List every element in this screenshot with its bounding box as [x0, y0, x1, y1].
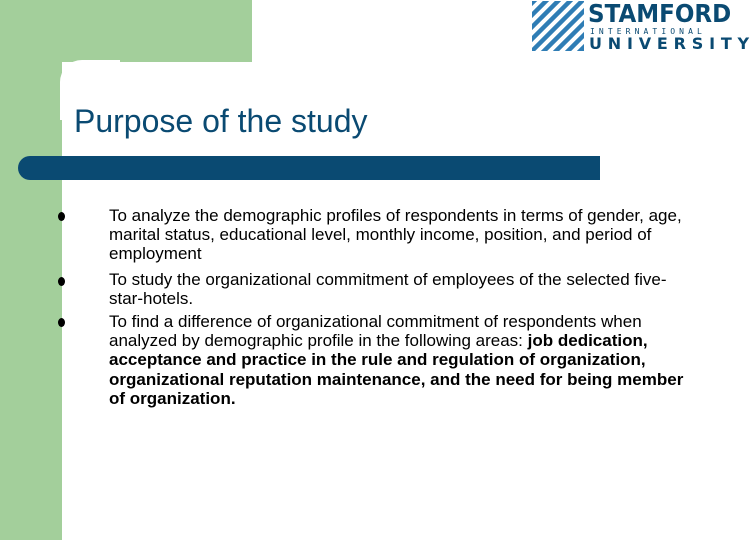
bullet-marker-icon	[58, 277, 65, 286]
bullet-item-2: To study the organizational commitment of employees of the selected five-star-hotels.	[109, 270, 667, 309]
bullet-marker-icon	[58, 212, 65, 221]
green-frame-left	[0, 0, 62, 540]
logo-mark-icon	[532, 1, 584, 51]
logo-name-university: UNIVERSITY	[589, 34, 755, 53]
bullet-item-3-bold: job dedication, acceptance and practice in the rule and regulation of organization, organizational reputation maintenance, and the need for being member of organization.	[109, 331, 684, 408]
title-underline-bar	[18, 156, 600, 180]
bullet-marker-icon	[58, 318, 65, 327]
slide-title: Purpose of the study	[74, 103, 368, 139]
bullet-item-3	[109, 312, 684, 408]
bullet-item-1: To analyze the demographic profiles of respondents in terms of gender, age, marital status, educational level, monthly income, position, and period of employment	[109, 206, 682, 264]
bullet-item-3-regular: To find a difference of organizational commitment of respondents when analyzed by demographic profile in the following areas:	[109, 312, 642, 351]
logo-name-stamford: STAMFORD	[588, 0, 732, 28]
stamford-logo	[532, 0, 755, 53]
logo-name-international: INTERNATIONAL	[590, 27, 706, 36]
